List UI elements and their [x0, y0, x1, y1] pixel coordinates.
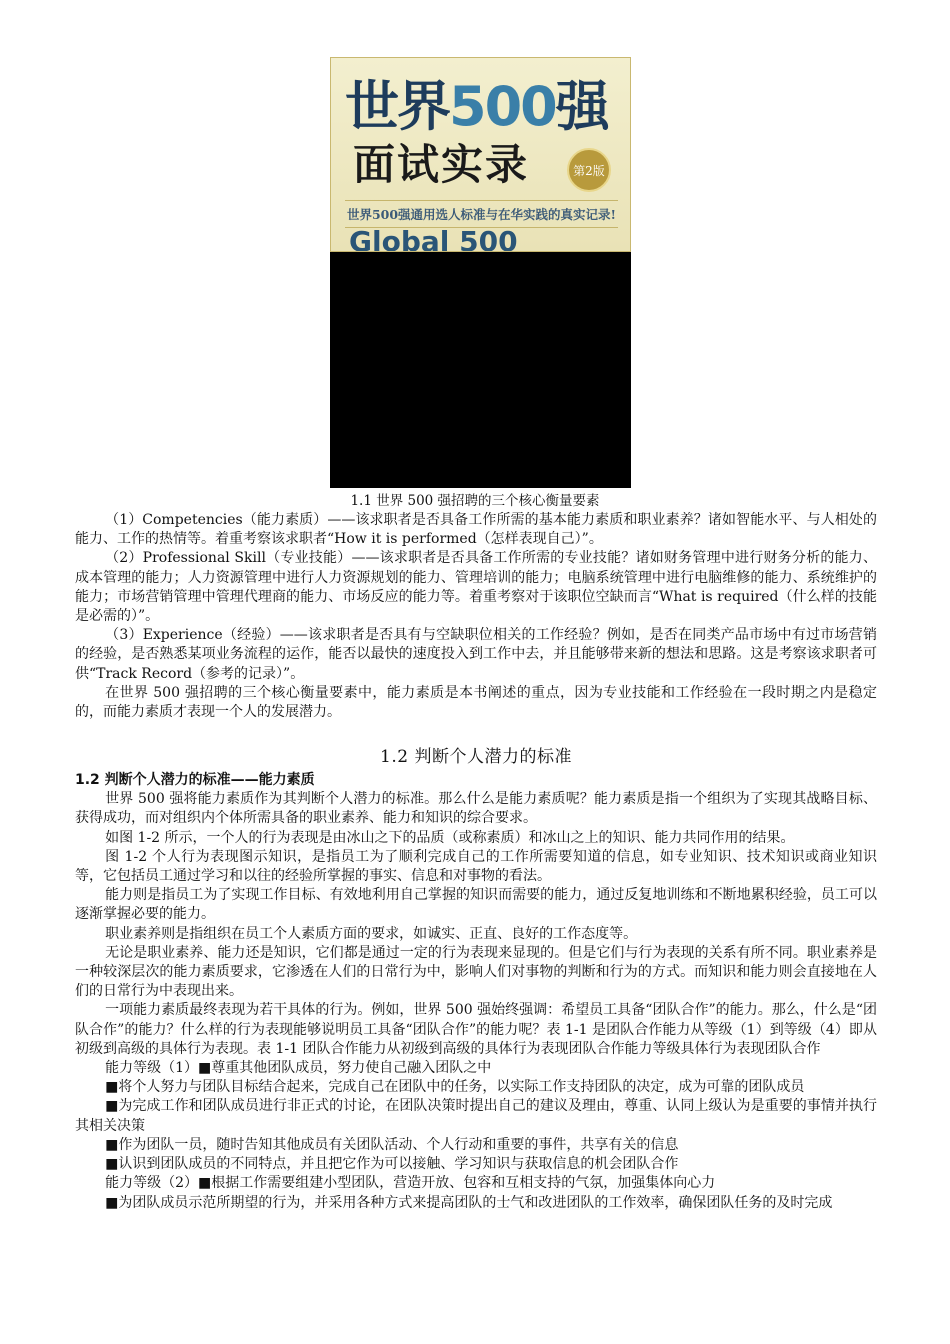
document-body [75, 511, 877, 1213]
paragraph: 能力则是指员工为了实现工作目标、有效地利用自己掌握的知识而需要的能力，通过反复地训练和不断地累积经验，员工可以逐渐掌握必要的能力。 [75, 887, 877, 923]
paragraph: 图 1-2 个人行为表现图示知识，是指员工为了顺利完成自己的工作所需要知道的信息，如专业知识、技术知识或商业知识等，它包括员工通过学习和以往的经验所掌握的事实、信息和对事物的看法。 [75, 848, 877, 885]
cover-subtitle: 世界500强通用选人标准与在华实践的真实记录! [345, 200, 618, 228]
paragraph: 无论是职业素养、能力还是知识，它们都是通过一定的行为表现来显现的。但是它们与行为表现的关系有所不同。职业素养是一种较深层次的能力素质要求，它渗透在人们的日常行为中，影响人们对事物的判断和行为的方式。而知识和能力则会直接地在人们的日常行为中表现出来。 [75, 944, 877, 1000]
paragraph: 如图 1-2 所示，一个人的行为表现是由冰山之下的品质（或称素质）和冰山之上的知识、能力共同作用的结果。 [105, 829, 795, 846]
cover-title-line2: 面试实录 [353, 140, 530, 189]
book-cover-artwork [330, 57, 631, 252]
paragraph: （2）Professional Skill（专业技能）——该求职者是否具备工作所需的专业技能？诸如财务管理中进行财务分析的能力、成本管理的能力；人力资源管理中进行人力资源规划的能力、管理培训的能力；电脑系统管理中进行电脑维修的能力、系统维护的能力；市场营销管理中管理代理商的能力、市场反应的能力等。着重考察对于该职位空缺而言“What is required（什么样的技能是必需的）”。 [75, 550, 877, 625]
figure-caption: 1.1 世界 500 强招聘的三个核心衡量要素 [350, 493, 600, 509]
list-item: ■作为团队一员，随时告知其他成员有关团队活动、个人行动和重要的事件，共享有关的信息 [105, 1136, 679, 1153]
paragraph: 职业素养则是指组织在员工个人素质方面的要求，如诚实、正直、良好的工作态度等。 [105, 925, 638, 942]
list-item: 能力等级（2）■根据工作需要组建小型团队，营造开放、包容和互相支持的气氛，加强集体向心力 [105, 1175, 716, 1192]
paragraph: （3）Experience（经验）——该求职者是否具有与空缺职位相关的工作经验？例如，是否在同类产品市场中有过市场营销的经验，是否熟悉某项业务流程的运作，能否以最快的速度投入到工作中去，并且能够带来新的想法和思路。这是考察该求职者可供“Track Record（参考的记录）”。 [75, 627, 877, 682]
cover-title-line1: 世界500强 [345, 75, 608, 138]
section-heading: 1.2 判断个人潜力的标准 [380, 747, 572, 768]
paragraph: （1）Competencies（能力素质）——该求职者是否具备工作所需的基本能力素质和职业素养？诸如智能水平、与人相处的能力、工作的热情等。着重考察该求职者“How it is performed（怎样表现自己）”。 [75, 512, 877, 548]
list-item: ■认识到团队成员的不同特点，并且把它作为可以接触、学习知识与获取信息的机会团队合作 [105, 1156, 679, 1173]
list-item: ■为完成工作和团队成员进行非正式的讨论，在团队决策时提出自己的建议及理由，尊重、认同上级认为是重要的事情并执行其相关决策 [75, 1098, 877, 1134]
cover-english-title: Global 500 [349, 225, 518, 252]
list-item: ■将个人努力与团队目标结合起来，完成自己在团队中的任务，以实际工作支持团队的决定，成为可靠的团队成员 [105, 1079, 805, 1096]
list-item: 能力等级（1）■尊重其他团队成员，努力使自己融入团队之中 [105, 1060, 492, 1077]
subsection-heading: 1.2 判断个人潜力的标准——能力素质 [75, 772, 315, 789]
paragraph: 世界 500 强将能力素质作为其判断个人潜力的标准。那么什么是能力素质呢？能力素质是指一个组织为了实现其战略目标、获得成功，而对组织内个体所需具备的职业素养、能力和知识的综合要求。 [75, 791, 877, 827]
book-cover-image [330, 57, 631, 488]
list-item: ■为团队成员示范所期望的行为，并采用各种方式来提高团队的士气和改进团队的工作效率，确保团队任务的及时完成 [105, 1194, 833, 1211]
edition-badge: 第2版 [567, 148, 611, 192]
paragraph: 在世界 500 强招聘的三个核心衡量要素中，能力素质是本书阐述的重点，因为专业技能和工作经验在一段时期之内是稳定的，而能力素质才表现一个人的发展潜力。 [75, 684, 877, 721]
paragraph: 一项能力素质最终表现为若干具体的行为。例如，世界 500 强始终强调：希望员工具备“团队合作”的能力。那么，什么是“团队合作”的能力？什么样的行为表现能够说明员工具备“团队合作”的能力呢？表 1-1 是团队合作能力从等级（1）到等级（4）即从初级到高级的具体行为表现。表 1-1 团队合作能力从初级到高级的具体行为表现团队合作能力等级具体行为表现团队合作 [75, 1002, 877, 1057]
